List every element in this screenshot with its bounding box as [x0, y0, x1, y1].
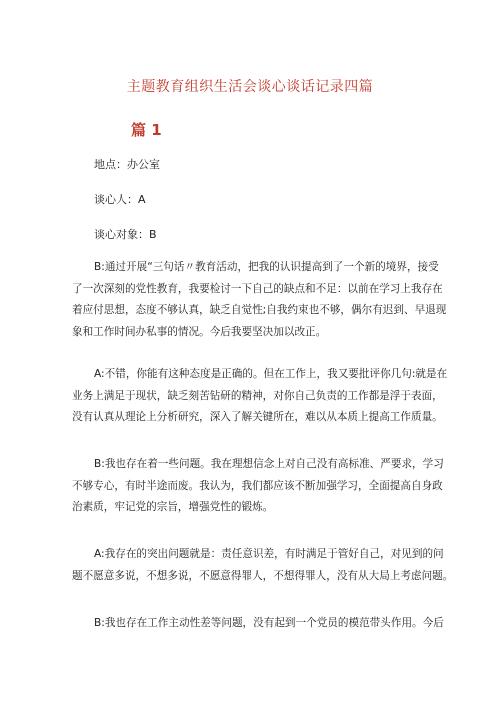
paragraph-line: 业务上满足于现状，缺乏刻苦钻研的精神，对你自己负责的工作都是浮于表面， — [72, 389, 443, 402]
paragraph-line: 没有认真从理论上分析研究，深入了解关键所在，难以从本质上提高工作质量。 — [72, 411, 443, 423]
paragraph-2 — [72, 364, 448, 429]
meta-target: 谈心对象：B — [94, 228, 157, 241]
meta-location: 地点：办公室 — [94, 158, 160, 171]
paragraph-line: 不够专心，有时半途而废。我认为，我们都应该不断加强学习，全面提高自身政 — [72, 479, 443, 492]
meta-speaker: 谈心人：A — [94, 193, 146, 206]
paragraph-line: 着应付思想，态度不够认真，缺乏自觉性;自我约束也不够，偶尔有迟到、早退现 — [72, 304, 447, 316]
paragraph-5 — [94, 613, 444, 635]
paragraph-line: 治素质，牢记党的宗旨，增强党性的锻炼。 — [72, 501, 274, 513]
section-heading: 篇 1 — [131, 121, 162, 139]
paragraph-line: 了一次深刻的党性教育，我要检讨一下自己的缺点和不足：以前在学习上我存在 — [72, 282, 443, 295]
paragraph-3 — [72, 454, 444, 519]
paragraph-line: A:我存在的突出问题就是：责任意识差，有时满足于管好自己，对见到的问 — [94, 548, 444, 560]
paragraph-line: B:我也存在工作主动性差等问题，没有起到一个党员的模范带头作用。今后 — [94, 617, 444, 629]
paragraph-line: B:我也存在着一些问题。我在理想信念上对自己没有高标准、严要求，学习 — [94, 458, 444, 470]
paragraph-line: 象和工作时间办私事的情况。今后我要坚决加以改正。 — [72, 325, 327, 338]
paragraph-1 — [72, 257, 447, 343]
paragraph-line: B:通过开展“三句话〃教育活动，把我的认识提高到了一个新的境界，接受 — [94, 261, 439, 273]
paragraph-line: 题不愿意多说，不想多说，不愿意得罪人，不想得罪人，没有从大局上考虑问题。 — [72, 569, 454, 582]
document-title: 主题教育组织生活会谈心谈话记录四篇 — [126, 79, 374, 95]
paragraph-line: A:不错，你能有这种态度是正确的。但在工作上，我又要批评你几句:就是在 — [94, 368, 448, 380]
paragraph-4 — [72, 544, 454, 587]
